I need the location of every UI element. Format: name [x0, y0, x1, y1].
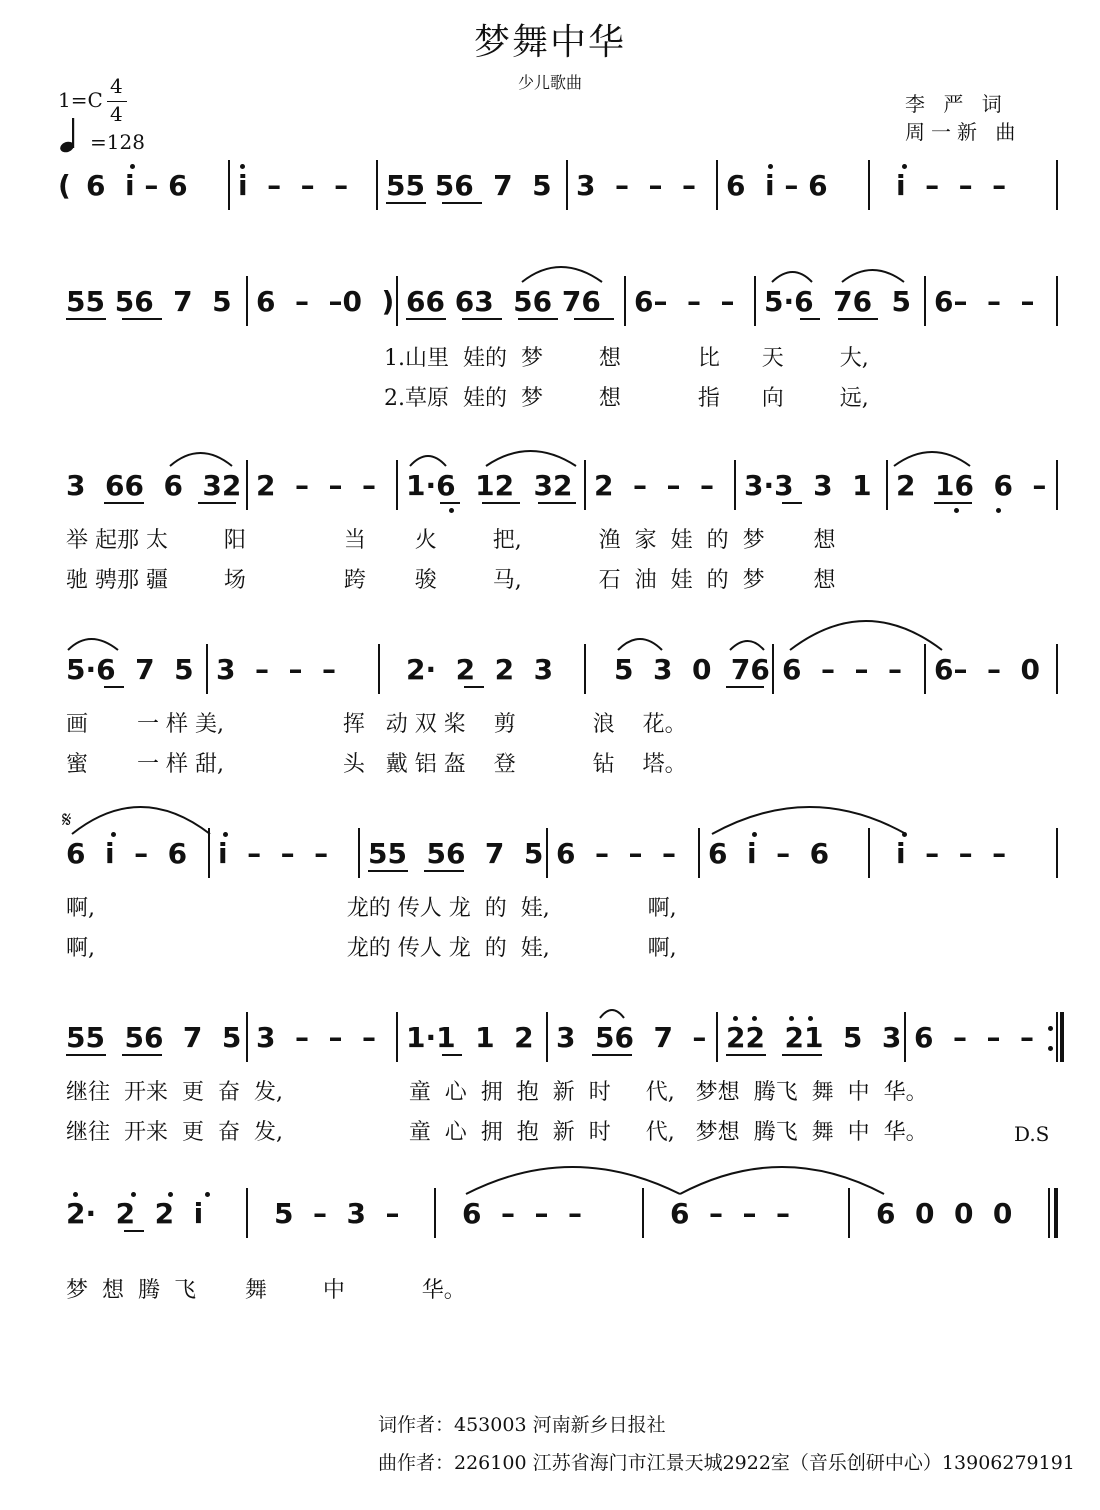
time-signature-bottom: 4 — [110, 102, 123, 126]
measure-6-6: 6 – – – — [914, 1021, 1034, 1054]
composer-address: 曲作者：226100 江苏省海门市江景天城2922室（音乐创研中心）13906279191 — [378, 1452, 1075, 1474]
measure-7-4: 6 – – – — [670, 1197, 790, 1230]
measure-5-4: 6 – – – — [556, 837, 676, 870]
measure-4-6: 6– – 0 — [934, 653, 1040, 686]
slur — [730, 641, 764, 650]
measure-7-3: 6 – – – — [462, 1197, 582, 1230]
measure-1-1: 6 i – 6 — [86, 169, 188, 202]
measure-3-6: 2 16 6 – — [896, 469, 1047, 502]
measure-2-2: 6 – –0 ) — [256, 285, 395, 318]
lyrics-verse-2: 驰 骋那 疆 场 跨 骏 马, 石 油 娃 的 梦 想 — [66, 568, 836, 593]
measure-1-4: 3 – – – — [576, 169, 696, 202]
measure-6-3: 1·1 1 2 — [406, 1021, 534, 1054]
slur — [72, 807, 210, 834]
slur — [894, 452, 970, 466]
measure-4-5: 6 – – – — [782, 653, 902, 686]
measure-6-4: 3 56 7 – — [556, 1021, 707, 1054]
slur — [842, 270, 904, 282]
slur — [522, 267, 602, 282]
slur — [600, 1010, 624, 1018]
composer-credit: 周一新 曲 — [905, 120, 1022, 144]
measure-6-5: 22 21 5 3 — [726, 1021, 902, 1054]
slur — [790, 621, 942, 650]
measure-4-2: 3 – – – — [216, 653, 336, 686]
measure-2-6: 6– – – — [934, 285, 1035, 318]
measure-6-1: 55 56 7 5 — [66, 1021, 242, 1054]
dal-segno-marking: D.S — [1014, 1122, 1050, 1146]
measure-3-4: 2 – – – — [594, 469, 714, 502]
measure-2-5: 5·6 76 5 — [764, 285, 912, 318]
measure-5-1: 6 i – 6 — [66, 837, 188, 870]
measure-3-3: 1·6 12 32 — [406, 469, 573, 502]
measure-4-3: 2· 2 2 3 — [406, 653, 554, 686]
measure-1-3: 55 56 7 5 — [386, 169, 552, 202]
measure-6-2: 3 – – – — [256, 1021, 376, 1054]
measure-1-6: i – – – — [896, 169, 1007, 202]
time-signature-top: 4 — [110, 74, 123, 98]
lyricist-address: 词作者：453003 河南新乡日报社 — [378, 1414, 666, 1436]
lyrics-verse-1: 举 起那 太 阳 当 火 把, 渔 家 娃 的 梦 想 — [66, 528, 836, 553]
measure-1-2: i – – – — [238, 169, 349, 202]
lyricist-credit: 李 严 词 — [905, 92, 1008, 116]
slur — [772, 272, 812, 282]
measure-7-5: 6 0 0 0 — [876, 1197, 1013, 1230]
measure-3-2: 2 – – – — [256, 469, 376, 502]
measure-4-4: 5 3 0 76 — [614, 653, 770, 686]
measure-3-1: 3 66 6 32 — [66, 469, 242, 502]
song-subtitle: 少儿歌曲 — [517, 73, 582, 92]
measure-5-6: i – – – — [896, 837, 1007, 870]
measure-5-5: 6 i – 6 — [708, 837, 830, 870]
lyrics-verse-2: 蜜 一 样 甜, 头 戴 铝 盔 登 钻 塔。 — [66, 752, 687, 777]
lyrics-verse-1: 继往 开来 更 奋 发, 童 心 拥 抱 新 时 代, 梦想 腾飞 舞 中 华。 — [66, 1080, 928, 1105]
key-signature: 1=C — [58, 88, 103, 112]
measure-7-2: 5 – 3 – — [274, 1197, 400, 1230]
measure-1-5: 6 i – 6 — [726, 169, 828, 202]
slur — [170, 453, 232, 466]
slur — [410, 456, 446, 466]
segno-sign: 𝄋 — [62, 808, 72, 833]
slur — [618, 639, 662, 650]
slur — [68, 639, 118, 650]
measure-2-3: 66 63 56 76 — [406, 285, 601, 318]
slur — [712, 807, 906, 834]
measure-5-3: 55 56 7 5 — [368, 837, 544, 870]
measure-2-4: 6– – – — [634, 285, 735, 318]
lyrics-verse-1: 梦 想 腾 飞 舞 中 华。 — [66, 1278, 466, 1303]
lyrics-verse-1: 1.山里 娃的 梦 想 比 天 大, — [384, 346, 869, 371]
lyrics-verse-1: 啊, 龙的 传人 龙 的 娃, 啊, — [66, 896, 677, 921]
measure-4-1: 5·6 7 5 — [66, 653, 194, 686]
paren-open: ( — [58, 169, 71, 202]
lyrics-verse-2: 继往 开来 更 奋 发, 童 心 拥 抱 新 时 代, 梦想 腾飞 舞 中 华。 — [66, 1120, 928, 1145]
lyrics-verse-2: 2.草原 娃的 梦 想 指 向 远, — [384, 386, 869, 411]
measure-2-1: 55 56 7 5 — [66, 285, 232, 318]
slur — [680, 1167, 884, 1194]
measure-3-5: 3·3 3 1 — [744, 469, 872, 502]
measure-5-2: i – – – — [218, 837, 329, 870]
lyrics-verse-2: 啊, 龙的 传人 龙 的 娃, 啊, — [66, 936, 677, 961]
measure-7-1: 2· 2 2 i — [66, 1197, 204, 1230]
tempo-marking: =128 — [90, 130, 145, 154]
slur — [486, 451, 576, 466]
lyrics-verse-1: 画 一 样 美, 挥 动 双 桨 剪 浪 花。 — [66, 712, 687, 737]
song-title: 梦舞中华 — [473, 22, 626, 63]
slur — [466, 1167, 680, 1194]
